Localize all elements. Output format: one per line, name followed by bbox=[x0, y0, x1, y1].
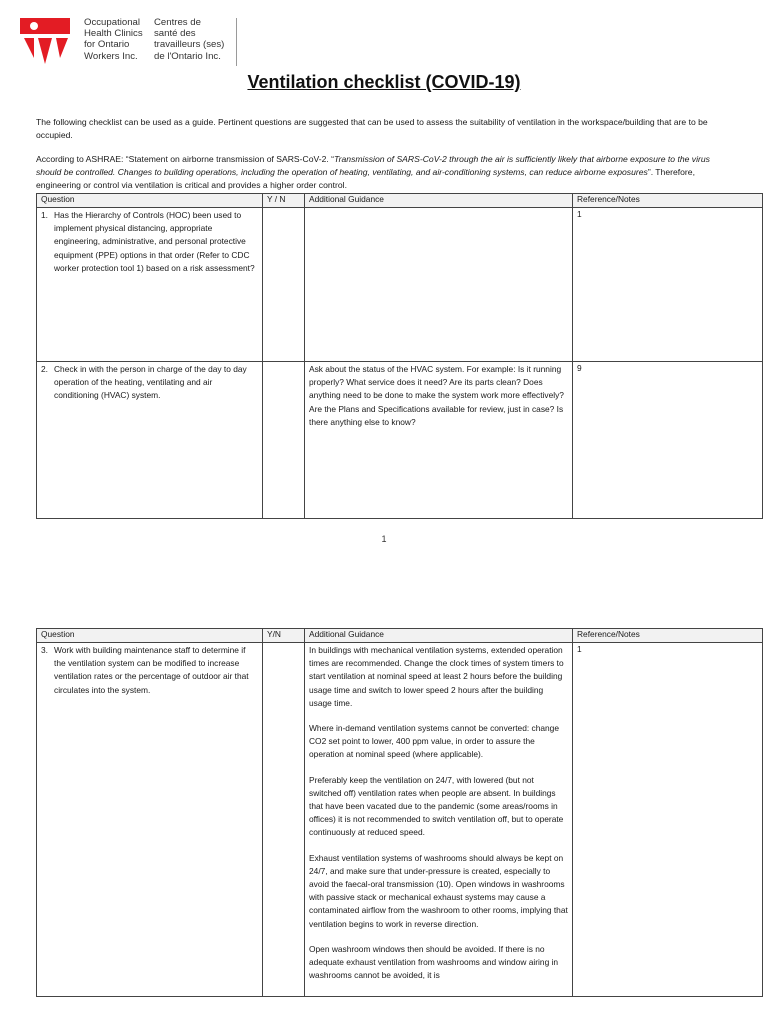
table-header-row bbox=[37, 629, 763, 643]
header-yn: Y/N bbox=[263, 629, 305, 643]
org-name-line: Centres de bbox=[154, 17, 201, 28]
guidance-paragraph: In buildings with mechanical ventilation systems, extended operation times are recommended. Change the clock times of system timers to start ventilation at nominal speed at least 2 hours before the building usage time and switch to lower speed 2 hours after the building usage time. bbox=[309, 645, 564, 708]
org-name-line: Occupational bbox=[84, 17, 140, 28]
question-number: 2. bbox=[41, 364, 48, 374]
checklist-table-continued bbox=[36, 628, 763, 997]
question-cell bbox=[37, 362, 263, 519]
guidance-cell bbox=[305, 208, 573, 362]
ashrae-paragraph bbox=[36, 153, 736, 192]
ohcow-logo-icon bbox=[20, 18, 70, 64]
header-reference: Reference/Notes bbox=[573, 629, 763, 643]
guidance-paragraph: Preferably keep the ventilation on 24/7, with lowered (but not switched off) ventilation rates when people are absent. In buildings that have been vacated due to the pandemic (some areas/rooms in offices) it is not recommended to switch ventilation off, but to operate continuously at reduced speed. bbox=[309, 774, 564, 838]
yn-cell[interactable] bbox=[263, 208, 305, 362]
org-name-french bbox=[154, 17, 224, 62]
header-reference: Reference/Notes bbox=[573, 194, 763, 208]
org-name-english bbox=[84, 17, 143, 62]
guidance-paragraph: Open washroom windows then should be avoided. If there is no adequate exhaust ventilation from washrooms and window airing in washrooms cannot be avoided, it is bbox=[309, 943, 559, 981]
guidance-cell bbox=[305, 643, 573, 997]
ashrae-tail: ”. Therefore, engineering or control via ventilation is critical and provides a higher order control. bbox=[36, 166, 695, 190]
intro-paragraph: The following checklist can be used as a guide. Pertinent questions are suggested that can be used to assess the suitability of ventilation in the workspace/building that are to be occupied. bbox=[36, 116, 708, 140]
question-cell bbox=[37, 208, 263, 362]
ashrae-quote: Transmission of SARS-CoV-2 through the air is sufficiently likely that airborne exposure to the virus should be controlled. Changes to building operations, including the operation of heating, ventilating, and air-conditioning systems, can reduce airborne exposures bbox=[36, 153, 710, 177]
reference-cell: 1 bbox=[573, 643, 763, 997]
header-question: Question bbox=[37, 194, 263, 208]
org-name-line: Health Clinics bbox=[84, 28, 143, 40]
guidance-paragraph: Exhaust ventilation systems of washrooms should always be kept on 24/7, and make sure that under-pressure is created, especially to avoid the faecal-oral transmission (10). Open windows in washrooms with passive stack or mechanical exhaust systems may cause a contaminated airflow from the washroom to other rooms, implying that ventilation begins to work in reverse direction. bbox=[309, 852, 568, 929]
org-name-line: Workers Inc. bbox=[84, 50, 138, 62]
org-name-line: for Ontario bbox=[84, 39, 130, 51]
header-guidance: Additional Guidance bbox=[305, 194, 573, 208]
question-text: Has the Hierarchy of Controls (HOC) been used to implement physical distancing, appropriate engineering, administrative, and personal protective equipment (PPE) options in that order (Refer to CDC worker protection tool 1) based on a risk assessment? bbox=[54, 210, 255, 273]
page-title: Ventilation checklist (COVID-19) bbox=[247, 72, 521, 92]
header-yn: Y / N bbox=[263, 194, 305, 208]
org-name-line: de l'Ontario Inc. bbox=[154, 50, 221, 62]
table-row bbox=[37, 643, 763, 997]
org-name-line: travailleurs (ses) bbox=[154, 39, 225, 51]
reference-cell: 1 bbox=[573, 208, 763, 362]
guidance-cell bbox=[305, 362, 573, 519]
reference-cell: 9 bbox=[573, 362, 763, 519]
header-guidance: Additional Guidance bbox=[305, 629, 573, 643]
question-text: Check in with the person in charge of the day to day operation of the heating, ventilating and air conditioning (HVAC) system. bbox=[54, 364, 247, 401]
question-number: 1. bbox=[41, 210, 48, 220]
org-name-line: santé des bbox=[154, 28, 196, 40]
table-row bbox=[37, 362, 763, 519]
yn-cell[interactable] bbox=[263, 643, 305, 997]
page-number: 1 bbox=[381, 534, 387, 544]
table-header-row bbox=[37, 194, 763, 208]
header-divider bbox=[236, 18, 237, 66]
ashrae-lead: According to ASHRAE: “Statement on airborne transmission of SARS-CoV-2. “ bbox=[36, 153, 335, 164]
header-question: Question bbox=[37, 629, 263, 643]
guidance-text: Ask about the status of the HVAC system. For example: Is it running properly? What service does it need? Are its parts clean? Does anything need to be done to make the system work more effectively? Are the Plans and Specifications available for review, just in case? Is there anything else to know? bbox=[309, 364, 564, 427]
question-number: 3. bbox=[41, 645, 48, 655]
checklist-table bbox=[36, 193, 763, 519]
yn-cell[interactable] bbox=[263, 362, 305, 519]
question-cell bbox=[37, 643, 263, 997]
table-row bbox=[37, 208, 763, 362]
question-text: Work with building maintenance staff to determine if the ventilation system can be modified to increase ventilation rates or the percentage of outdoor air that circulates into the system. bbox=[54, 645, 249, 695]
guidance-paragraph: Where in-demand ventilation systems cannot be converted: change CO2 set point to lower, 400 ppm value, in order to assure the operation at nominal speed (where applicable). bbox=[309, 723, 559, 760]
